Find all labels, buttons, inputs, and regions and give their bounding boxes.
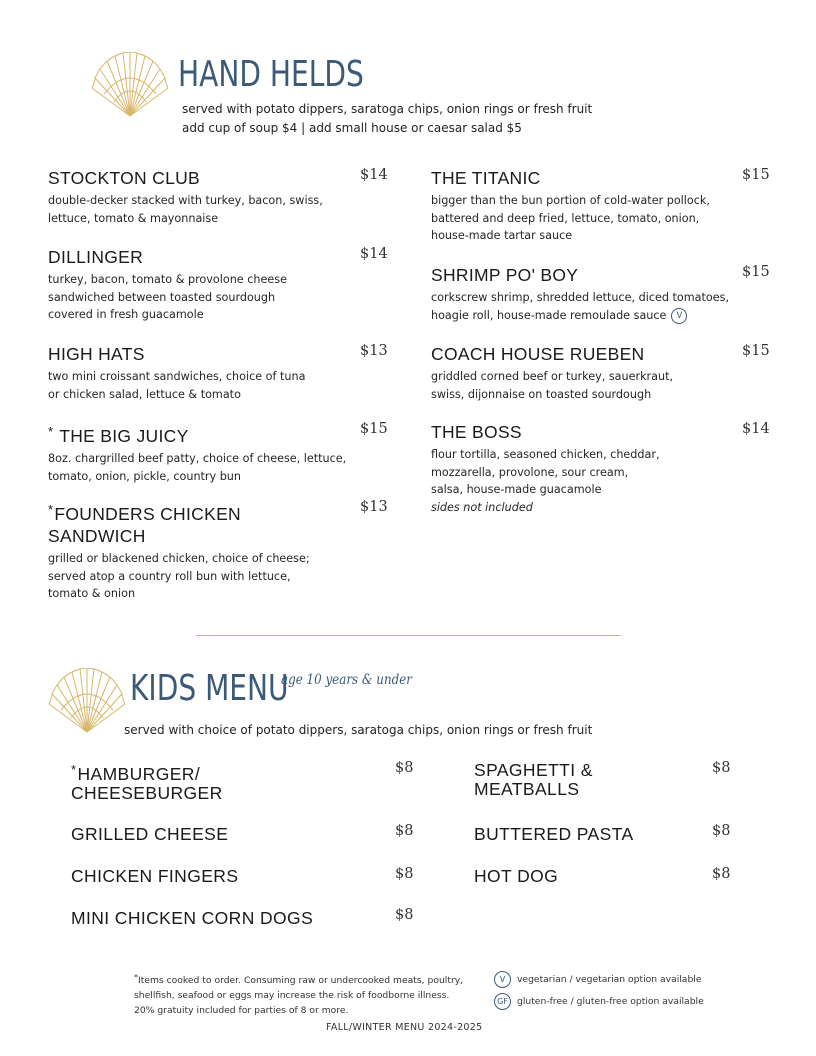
menu-season-label: FALL/WINTER MENU 2024-2025 bbox=[326, 1022, 483, 1033]
item-price: $8 bbox=[395, 823, 414, 839]
item-name: MINI CHICKEN CORN DOGS bbox=[71, 908, 314, 928]
desc-line: mozzarella, provolone, sour cream, bbox=[431, 465, 629, 479]
desc-line: tomato & onion bbox=[48, 587, 136, 600]
desc-line-text: hoagie roll, house-made remoulade sauce bbox=[431, 308, 667, 322]
desc-line: swiss, dijonnaise on toasted sourdough bbox=[431, 387, 652, 401]
footnote-line: shellfish, seafood or eggs may increase the risk of foodborne illness. bbox=[134, 990, 450, 1001]
art-deco-fan-icon bbox=[47, 668, 127, 734]
item-price: $8 bbox=[712, 866, 731, 882]
desc-note bbox=[431, 499, 741, 517]
desc-line: grilled or blackened chicken, choice of cheese; bbox=[48, 552, 310, 565]
legend-text: gluten-free / gluten-free option available bbox=[517, 996, 704, 1007]
kids-item-mini-chicken-corn-dogs bbox=[71, 909, 313, 928]
art-deco-fan-icon bbox=[90, 52, 170, 118]
legend-vegetarian bbox=[494, 971, 701, 988]
desc-line: 8oz. chargrilled beef patty, choice of cheese, lettuce, bbox=[48, 452, 347, 465]
item-name-text: FOUNDERS CHICKEN bbox=[54, 504, 241, 524]
item-description bbox=[431, 446, 741, 516]
menu-item-founders-chicken-sandwich bbox=[48, 499, 348, 603]
item-name: SPAGHETTI & bbox=[474, 760, 593, 780]
kids-item-spaghetti bbox=[474, 761, 694, 799]
item-name-text: THE BIG JUICY bbox=[54, 426, 189, 446]
kids-item-chicken-fingers bbox=[71, 867, 238, 886]
item-name: DILLINGER bbox=[48, 247, 144, 267]
item-price: $15 bbox=[742, 264, 770, 280]
desc-line: flour tortilla, seasoned chicken, cheddar, bbox=[431, 448, 660, 461]
item-name: SANDWICH bbox=[48, 526, 146, 546]
legend-gluten-free bbox=[494, 993, 704, 1010]
item-price: $14 bbox=[360, 167, 388, 183]
item-price: $14 bbox=[742, 421, 770, 437]
desc-line: served atop a country roll bun with lettuce, bbox=[48, 569, 291, 583]
desc-line: lettuce, tomato & mayonnaise bbox=[48, 211, 219, 225]
kids-item-hamburger bbox=[71, 760, 371, 803]
menu-item-shrimp-po-boy bbox=[431, 264, 741, 324]
item-description bbox=[48, 368, 348, 403]
item-name bbox=[48, 421, 358, 447]
menu-item-dillinger bbox=[48, 246, 348, 324]
section-title-kids-menu: KIDS MENU bbox=[130, 668, 289, 709]
item-price: $15 bbox=[742, 343, 770, 359]
desc-line bbox=[431, 307, 741, 325]
section-title-hand-helds: HAND HELDS bbox=[178, 54, 364, 95]
desc-line: battered and deep fried, lettuce, tomato, onion, bbox=[431, 211, 700, 225]
footnote-line bbox=[134, 970, 474, 988]
item-price: $8 bbox=[712, 823, 731, 839]
kids-item-buttered-pasta bbox=[474, 825, 634, 844]
item-price: $8 bbox=[395, 907, 414, 923]
desc-line: two mini croissant sandwiches, choice of tuna bbox=[48, 370, 306, 383]
item-price: $8 bbox=[395, 866, 414, 882]
item-price: $13 bbox=[360, 343, 388, 359]
item-price: $15 bbox=[360, 421, 388, 437]
item-name: GRILLED CHEESE bbox=[71, 824, 229, 844]
item-price: $14 bbox=[360, 246, 388, 262]
item-price: $15 bbox=[742, 167, 770, 183]
kids-intro: served with choice of potato dippers, saratoga chips, onion rings or fresh fruit bbox=[124, 723, 593, 737]
item-name: BUTTERED PASTA bbox=[474, 824, 634, 844]
section-intro bbox=[182, 100, 592, 138]
section-divider bbox=[196, 635, 621, 636]
legend-text: vegetarian / vegetarian option available bbox=[517, 974, 702, 985]
desc-line: or chicken salad, lettuce & tomato bbox=[48, 387, 241, 401]
item-description bbox=[48, 271, 348, 324]
menu-item-stockton-club bbox=[48, 167, 348, 227]
desc-line: covered in fresh guacamole bbox=[48, 308, 204, 321]
item-name: CHEESEBURGER bbox=[71, 783, 223, 803]
vegetarian-badge-icon: V bbox=[671, 308, 687, 324]
asterisk-marker: * bbox=[71, 762, 77, 777]
intro-line: served with potato dippers, saratoga chips, onion rings or fresh fruit bbox=[182, 102, 593, 116]
item-description bbox=[431, 368, 741, 403]
kids-item-grilled-cheese bbox=[71, 825, 228, 844]
item-name: COACH HOUSE RUEBEN bbox=[431, 344, 645, 364]
asterisk-marker: * bbox=[134, 973, 138, 982]
asterisk-marker: * bbox=[48, 502, 54, 517]
item-name: THE BOSS bbox=[431, 422, 522, 442]
menu-item-the-big-juicy bbox=[48, 421, 358, 485]
asterisk-marker: * bbox=[48, 424, 54, 439]
item-price: $13 bbox=[360, 499, 388, 515]
menu-item-the-boss bbox=[431, 421, 741, 516]
item-description bbox=[431, 192, 741, 245]
vegetarian-badge-icon: V bbox=[494, 971, 511, 988]
desc-line: bigger than the bun portion of cold-water pollock, bbox=[431, 194, 710, 207]
menu-item-coach-house-rueben bbox=[431, 343, 741, 403]
item-price: $8 bbox=[712, 760, 731, 776]
footnote-text: Items cooked to order. Consuming raw or undercooked meats, poultry, bbox=[138, 975, 464, 986]
desc-line: turkey, bacon, tomato & provolone cheese bbox=[48, 273, 287, 286]
kids-age-subtitle: age 10 years & under bbox=[281, 672, 412, 688]
item-price: $8 bbox=[395, 760, 414, 776]
item-name-text: HAMBURGER/ bbox=[77, 764, 201, 784]
item-name: THE TITANIC bbox=[431, 168, 541, 188]
item-name: SHRIMP PO' BOY bbox=[431, 265, 579, 285]
item-name: MEATBALLS bbox=[474, 779, 580, 799]
item-name bbox=[48, 499, 348, 525]
item-name: HIGH HATS bbox=[48, 344, 145, 364]
item-description bbox=[48, 450, 358, 485]
gluten-free-badge-icon: GF bbox=[494, 993, 511, 1010]
kids-item-hot-dog bbox=[474, 867, 558, 886]
item-description bbox=[431, 289, 741, 324]
intro-line: add cup of soup $4 | add small house or caesar salad $5 bbox=[182, 121, 522, 135]
desc-line: house-made tartar sauce bbox=[431, 229, 573, 242]
item-name: HOT DOG bbox=[474, 866, 559, 886]
item-description bbox=[48, 192, 348, 227]
footnote-line: 20% gratuity included for parties of 8 or more. bbox=[134, 1005, 349, 1016]
item-description bbox=[48, 550, 348, 603]
item-name: CHICKEN FINGERS bbox=[71, 866, 239, 886]
item-name bbox=[71, 760, 371, 784]
desc-line: double-decker stacked with turkey, bacon, swiss, bbox=[48, 194, 323, 207]
menu-item-high-hats bbox=[48, 343, 348, 403]
menu-item-the-titanic bbox=[431, 167, 741, 245]
desc-line: sandwiched between toasted sourdough bbox=[48, 290, 276, 304]
desc-line: corkscrew shrimp, shredded lettuce, diced tomatoes, bbox=[431, 291, 730, 304]
desc-line: griddled corned beef or turkey, sauerkraut, bbox=[431, 370, 674, 383]
sides-note: sides not included bbox=[431, 500, 533, 514]
footnote bbox=[134, 970, 474, 1018]
desc-line: salsa, house-made guacamole bbox=[431, 483, 602, 496]
item-name: STOCKTON CLUB bbox=[48, 168, 201, 188]
desc-line: tomato, onion, pickle, country bun bbox=[48, 469, 241, 483]
